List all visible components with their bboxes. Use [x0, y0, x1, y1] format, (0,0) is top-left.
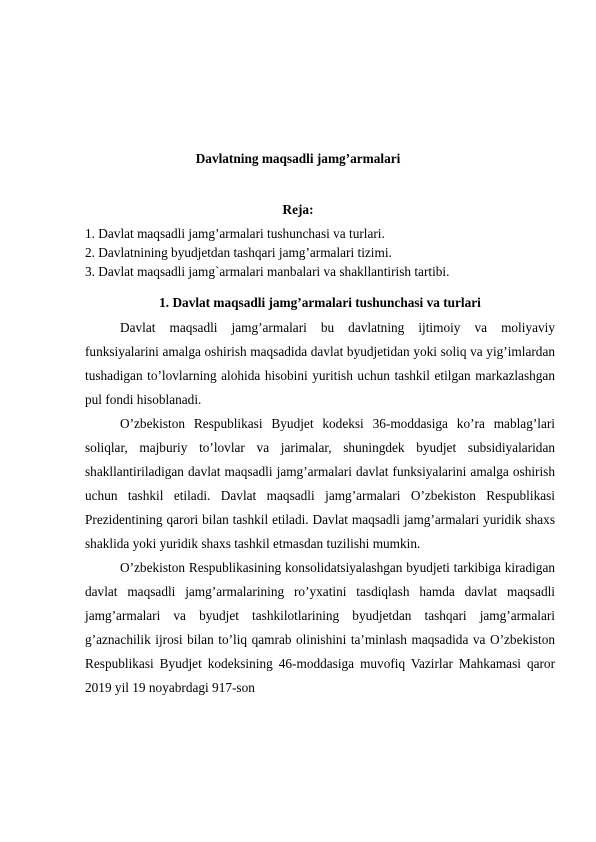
paragraph: Davlat maqsadli jamg’armalari bu davlatning ijtimoiy va moliyaviy funksiyalarini amalga oshirish maqsadida davlat byudjetidan yoki soliq va yig’imlardan tushadigan to’lovlarning alohida hisobini yuritish uchun tashkil etilgan markazlashgan pul fondi hisoblanadi. — [85, 320, 555, 407]
plan-heading: Reja: — [282, 202, 314, 217]
plan-list — [85, 225, 515, 281]
paragraph: O’zbekiston Respublikasining konsolidatsiyalashgan byudjeti tarkibiga kiradigan davlat maqsadli jamg’armalarining ro’yxatini tasdiqlash hamda davlat maqsadli jamg’armalari va byudjet tashkilotlarining byudjetdan tashqari jamg’armalari g’aznachilik ijrosi bilan to’liq qamrab olinishini ta’minlash maqsadida va O’zbekiston Respublikasi Byudjet kodeksining 46-moddasiga muvofiq Vazirlar Mahkamasi qaror 2019 yil 19 noyabrdagi 917-son — [85, 560, 555, 695]
section-heading: 1. Davlat maqsadli jamg’armalari tushunchasi va turlari — [159, 295, 481, 310]
plan-item: 2. Davlatnining byudjetdan tashqari jamg’armalari tizimi. — [85, 244, 392, 260]
document-title: Davlatning maqsadli jamg’armalari — [195, 151, 401, 166]
paragraph: O’zbekiston Respublikasi Byudjet kodeksi 36-moddasiga ko’ra mablag’lari soliqlar, majburiy to’lovlar va jarimalar, shuningdek byudjet subsidiyalaridan shakllantiriladigan davlat maqsadli jamg’armalari davlat funksiyalarini amalga oshirish uchun tashkil etiladi. Davlat maqsadli jamg’armalari O’zbekiston Respublikasi Prezidentining qarori bilan tashkil etiladi. Davlat maqsadli jamg’armalari yuridik shaxs shaklida yoki yuridik shaxs tashkil etmasdan tuzilishi mumkin. — [85, 416, 555, 551]
section-body — [85, 316, 555, 700]
plan-item: 1. Davlat maqsadli jamg’armalari tushunchasi va turlari. — [85, 226, 385, 241]
plan-item: 3. Davlat maqsadli jamg`armalari manbalari va shakllantirish tartibi. — [85, 263, 450, 279]
